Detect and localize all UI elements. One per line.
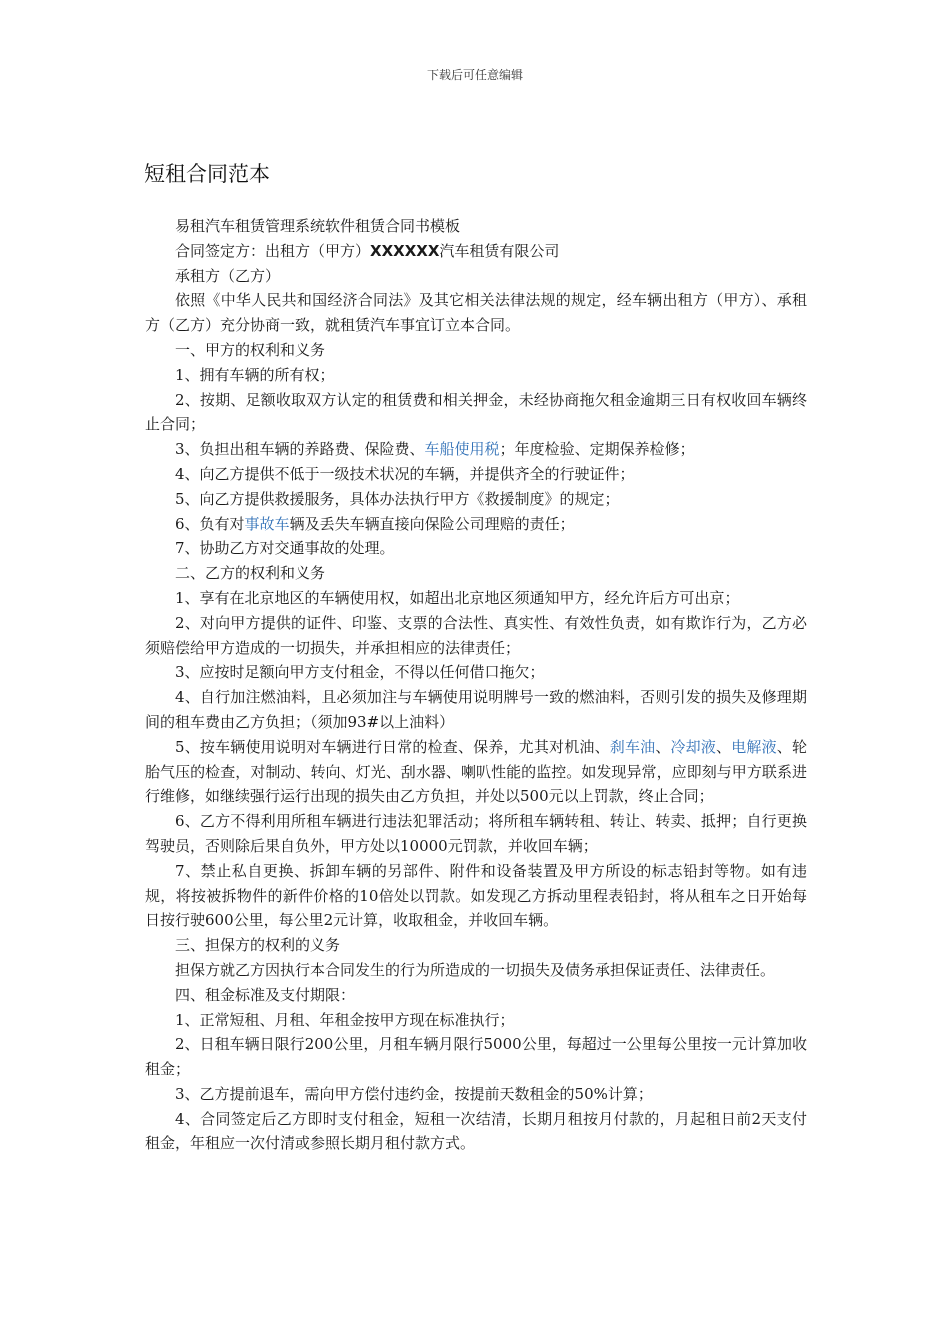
section-1-heading: 一、甲方的权利和义务 [175,340,326,359]
document-title: 短租合同范本 [144,162,270,186]
company-placeholder: XXXXXX [370,241,440,260]
section-1-item-3-text: 3、负担出租车辆的养路费、保险费、 [175,440,425,459]
document-body [145,214,807,1156]
electrolyte-link[interactable]: 电解液 [731,737,777,756]
page-header: 下载后可任意编辑 [426,68,523,82]
brake-fluid-link[interactable]: 刹车油 [609,737,656,756]
section-3-heading: 三、担保方的权利的义务 [175,936,341,955]
section-3-item-1: 担保方就乙方因执行本合同发生的行为所造成的一切损失及债务承担保证责任、法律责任。 [175,960,776,979]
section-1-item-6-suffix: 辆及丢失车辆直接向保险公司理赔的责任； [289,514,575,533]
section-2-item-5-text: 5、按车辆使用说明对车辆进行日常的检查、保养，尤其对机油、 [175,737,610,756]
intro-line-2-suffix: 汽车租赁有限公司 [439,241,560,260]
section-4-item-4: 4、合同签定后乙方即时支付租金，短租一次结清，长期月租按月付款的，月起租日前2天支付租金，年租应一次付清或参照长期月租付款方式。 [145,1109,807,1153]
intro-line-3: 承租方（乙方） [175,266,281,285]
section-2-item-5-suffix: 、轮胎气压的检查，对制动、转向、灯光、刮水器、喇叭性能的监控。如发现异常，应即刻与甲方联系进行维修，如继续强行运行出现的损失由乙方负担，并处以500元以上罚款，终止合同； [145,737,807,806]
intro-line-2 [145,239,807,264]
section-1-item-3 [145,437,807,462]
section-1-item-5: 5、向乙方提供救援服务，具体办法执行甲方《救援制度》的规定； [175,489,620,508]
intro-paragraph: 依照《中华人民共和国经济合同法》及其它相关法律法规的规定，经车辆出租方（甲方）、承租方（乙方）充分协商一致，就租赁汽车事宜订立本合同。 [145,291,807,335]
section-1-item-3-suffix: ；年度检验、定期保养检修； [499,440,695,459]
section-2-item-3: 3、应按时足额向甲方支付租金，不得以任何借口拖欠； [175,663,545,682]
intro-line-1: 易租汽车租赁管理系统软件租赁合同书模板 [175,217,461,235]
section-4-heading: 四、租金标准及支付期限： [175,985,356,1004]
section-2-item-7: 7、禁止私自更换、拆卸车辆的另部件、附件和设备装置及甲方所设的标志铅封等物。如有违规，将按被拆物件的新件价格的10倍处以罚款。如发现乙方拆动里程表铅封，将从租车之日开始每日按行驶600公里，每公里2元计算，收取租金，并收回车辆。 [145,861,807,930]
section-2-item-4: 4、自行加注燃油料，且必须加注与车辆使用说明牌号一致的燃油料，否则引发的损失及修理期间的租车费由乙方负担；（须加93#以上油料） [145,688,807,731]
section-4-item-1: 1、正常短租、月租、年租金按甲方现在标准执行； [175,1010,515,1029]
separator: 、 [716,737,732,756]
coolant-link[interactable]: 冷却液 [670,737,717,756]
section-2-item-5 [145,735,807,809]
section-4-item-3: 3、乙方提前退车，需向甲方偿付违约金，按提前天数租金的50%计算； [175,1084,653,1103]
separator: 、 [655,737,671,756]
intro-line-2-text: 合同签定方：出租方（甲方） [175,241,371,260]
section-2-item-6: 6、乙方不得利用所租车辆进行违法犯罪活动；将所租车辆转租、转让、转卖、抵押；自行更换驾驶员，否则除后果自负外，甲方处以10000元罚款，并收回车辆； [145,812,807,855]
section-1-item-4: 4、向乙方提供不低于一级技术状况的车辆，并提供齐全的行驶证件； [175,464,635,483]
section-1-item-6-text: 6、负有对 [175,514,245,533]
section-2-item-2: 2、对向甲方提供的证件、印鉴、支票的合法性、真实性、有效性负责，如有欺诈行为，乙方必须赔偿给甲方造成的一切损失，并承担相应的法律责任； [145,613,807,657]
section-2-item-1: 1、享有在北京地区的车辆使用权，如超出北京地区须通知甲方，经允许后方可出京； [175,588,740,607]
section-4-item-2: 2、日租车辆日限行200公里，月租车辆月限行5000公里，每超过一公里每公里按一元计算加收租金； [145,1035,807,1079]
section-2-heading: 二、乙方的权利和义务 [175,564,326,583]
accident-car-link[interactable]: 事故车 [244,514,290,533]
section-1-item-7: 7、协助乙方对交通事故的处理。 [175,539,395,558]
section-1-item-6 [145,512,807,537]
vehicle-tax-link[interactable]: 车船使用税 [424,440,500,459]
section-1-item-2: 2、按期、足额收取双方认定的租赁费和相关押金，未经协商拖欠租金逾期三日有权收回车辆终止合同； [145,390,807,434]
section-1-item-1: 1、拥有车辆的所有权； [175,365,335,384]
